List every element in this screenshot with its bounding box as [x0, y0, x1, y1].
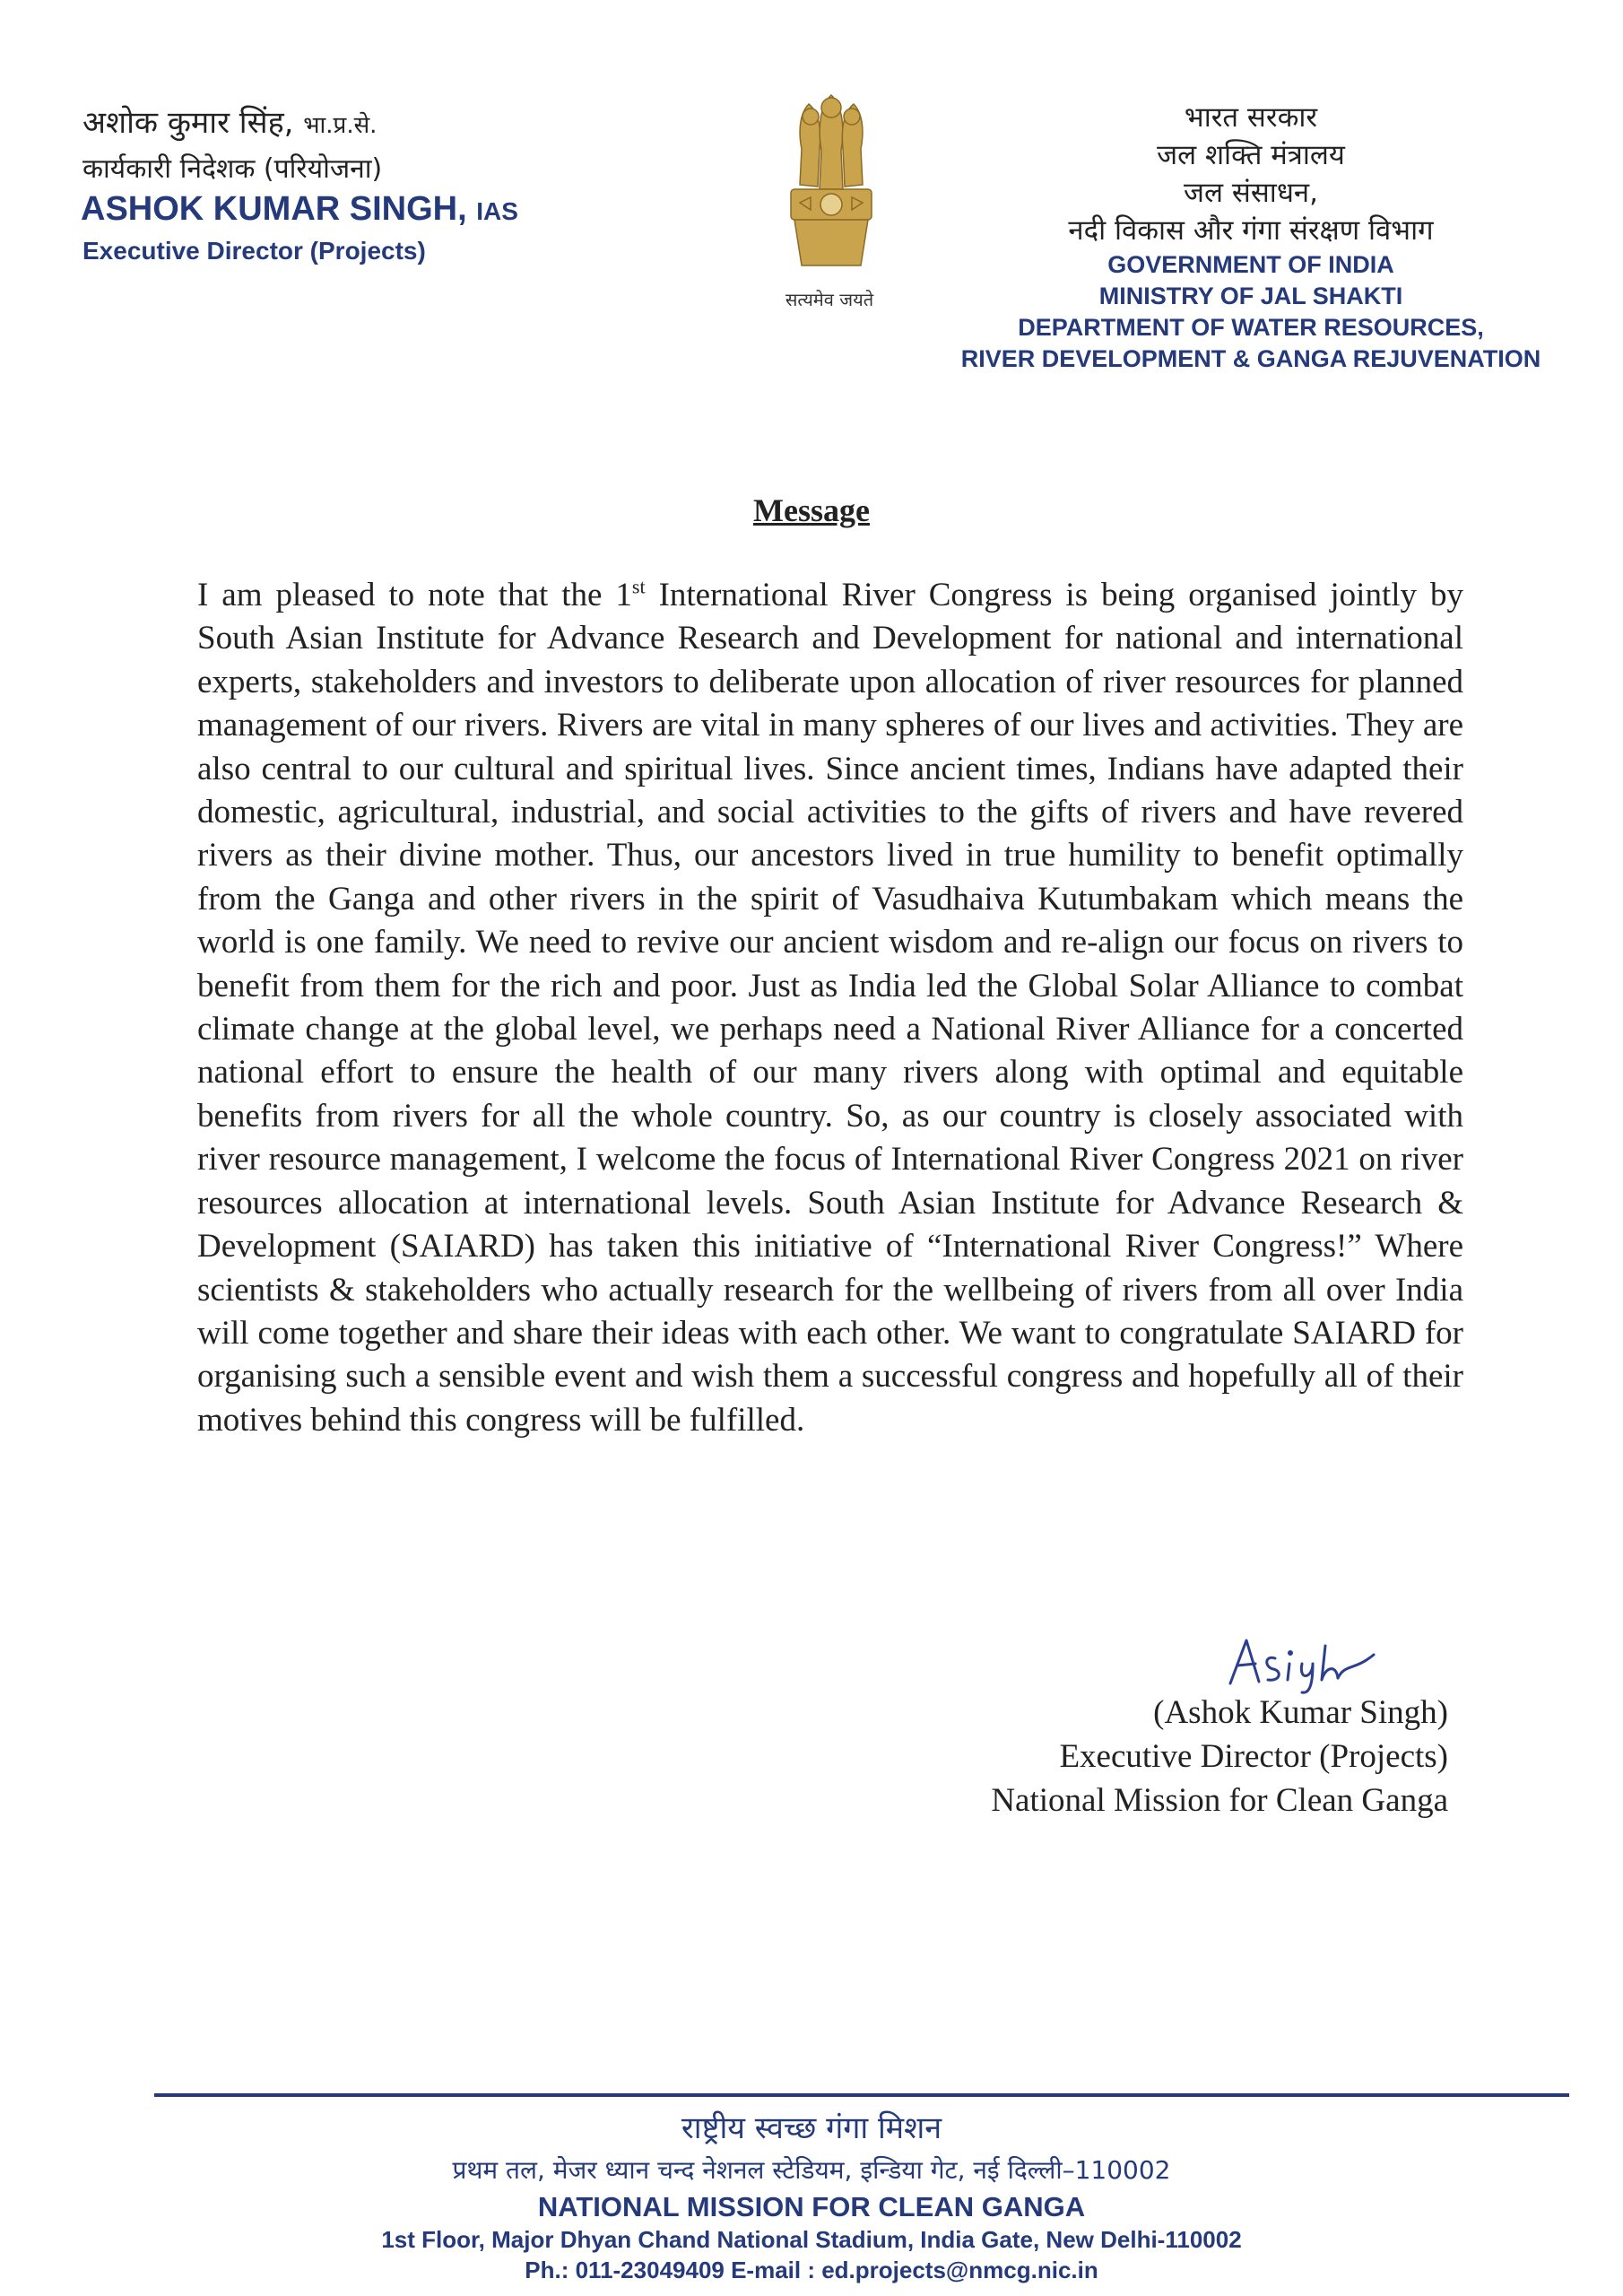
ministry-hindi-line1: भारत सरकार	[1184, 101, 1318, 134]
officer-english-service: IAS	[476, 197, 518, 225]
officer-english-name	[81, 190, 518, 229]
officer-hindi-designation: कार्यकारी निदेशक (परियोजना)	[82, 153, 383, 185]
ministry-hindi-line2: जल शक्ति मंत्रालय	[1157, 139, 1345, 171]
footer-hindi-org: राष्ट्रीय स्वच्छ गंगा मिशन	[681, 2110, 942, 2146]
ministry-english-line4: RIVER DEVELOPMENT & GANGA REJUVENATION	[960, 345, 1541, 372]
message-body	[197, 574, 1463, 1442]
emblem-motto: सत्यमेव जयते	[785, 289, 874, 310]
officer-english-designation: Executive Director (Projects)	[82, 237, 426, 265]
ministry-hindi-line3: जल संसाधन,	[1184, 177, 1318, 209]
handwritten-signature	[1219, 1628, 1381, 1700]
message-body-superscript: st	[631, 575, 646, 598]
officer-english-name-text: ASHOK KUMAR SINGH,	[81, 190, 467, 228]
officer-hindi-service: भा.प्र.से.	[303, 112, 378, 139]
footer-english-address: 1st Floor, Major Dhyan Chand National Stadium, India Gate, New Delhi-110002	[381, 2226, 1242, 2253]
ministry-english-line3: DEPARTMENT OF WATER RESOURCES,	[1018, 314, 1484, 341]
ministry-english-line2: MINISTRY OF JAL SHAKTI	[1098, 283, 1403, 309]
ministry-hindi-line4: नदी विकास और गंगा संरक्षण विभाग	[1068, 214, 1434, 247]
signatory-name: (Ashok Kumar Singh)	[1153, 1694, 1448, 1731]
ministry-english-line1: GOVERNMENT OF INDIA	[1107, 251, 1394, 278]
signatory-designation: Executive Director (Projects)	[1059, 1738, 1448, 1775]
officer-hindi-name	[82, 100, 377, 142]
footer-contact: Ph.: 011-23049409 E-mail : ed.projects@nmcg.nic.in	[525, 2257, 1098, 2283]
signatory-organisation: National Mission for Clean Ganga	[991, 1782, 1448, 1819]
ministry-letterhead	[897, 99, 1605, 375]
footer	[0, 2106, 1623, 2285]
officer-hindi-name-text: अशोक कुमार सिंह,	[82, 105, 294, 141]
message-body-rest: International River Congress is being organised jointly by South Asian Institute for Advance Research and Development for national and international experts, stakeholders and investors to deliberate upon allocation of river resources for planned management of our rivers. Rivers are vital in many spheres of our lives and activities. They are also central to our cultural and spiritual lives. Since ancient times, Indians have adapted their domestic, agricultural, industrial, and social activities to the gifts of rivers and have revered rivers as their divine mother. Thus, our ancestors lived in true humility to benefit optimally from the Ganga and other rivers in the spirit of Vasudhaiva Kutumbakam which means the world is one family. We need to revive our ancient wisdom and re-align our focus on rivers to benefit from them for the rich and poor. Just as India led the Global Solar Alliance to combat climate change at the global level, we perhaps need a National River Alliance for a concerted national effort to ensure the health of our many rivers along with optimal and equitable benefits from rivers for all the whole country. So, as our country is closely associated with river resource management, I welcome the focus of International River Congress 2021 on river resources allocation at international levels. South Asian Institute for Advance Research & Development (SAIARD) has taken this initiative of “International River Congress!” Where scientists & stakeholders who actually research for the wellbeing of rivers from all over India will come together and share their ideas with each other. We want to congratulate SAIARD for organising such a sensible event and wish them a successful congress and hopefully all of their motives behind this congress will be fulfilled.	[197, 577, 1463, 1439]
message-body-start: I am pleased to note that the 1	[197, 577, 632, 613]
footer-divider	[154, 2093, 1569, 2097]
footer-hindi-address: प्रथम तल, मेजर ध्यान चन्द नेशनल स्टेडियम, इन्डिया गेट, नई दिल्ली–110002	[452, 2155, 1171, 2185]
footer-english-org: NATIONAL MISSION FOR CLEAN GANGA	[537, 2191, 1086, 2222]
message-heading: Message	[753, 492, 870, 528]
national-emblem-icon	[755, 86, 907, 292]
